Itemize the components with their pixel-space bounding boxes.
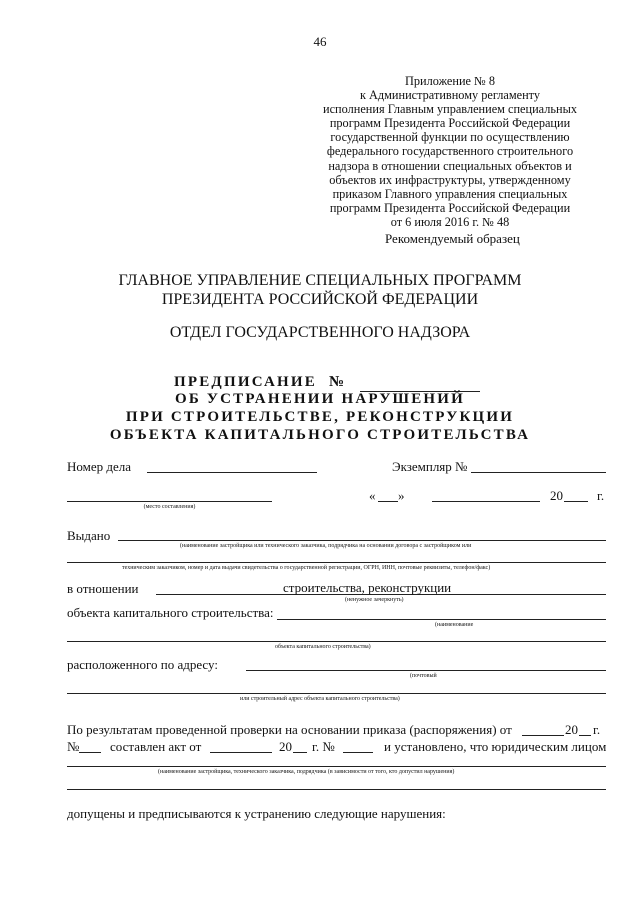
object-field-line2[interactable] [67,641,606,642]
appendix-line: приказом Главного управления специальных [332,186,568,201]
appendix-line: объектов их инфраструктуры, утвержденному [329,172,571,187]
object-label: объекта капитального строительства: [67,605,274,620]
copy-label: Экземпляр № [392,459,468,474]
appendix-block [300,74,600,229]
month-field[interactable] [432,501,540,502]
regarding-value: строительства, реконструкции [283,580,452,595]
quote-close: » [398,488,405,503]
appendix-line: к Административному регламенту [359,88,541,103]
order-date-field[interactable] [522,735,564,736]
entity-field-line2[interactable] [67,789,606,790]
issued-caption2: техническим заказчиком, номер и дата выдачи свидетельства о государственной регистрации, ОГРН, ИНН, почтовые реквизиты, телефон/факс) [122,565,491,571]
object-caption1: (наименование [435,622,474,628]
address-field-line1[interactable] [246,670,606,671]
regarding-caption: (ненужное зачеркнуть) [345,597,404,603]
entity-field[interactable] [67,766,606,767]
title-line2: ОБ УСТРАНЕНИИ НАРУШЕНИЙ [174,391,466,407]
place-field[interactable] [67,501,272,502]
act-number-sign: № [67,739,80,754]
order-year-field[interactable] [579,735,591,736]
issued-field-line2[interactable] [67,562,606,563]
appendix-line: федерального государственного строительного [326,144,574,159]
inspection-text: По результатам проведенной проверки на основании приказа (распоряжения) от [67,722,512,737]
act-tail-text: и установлено, что юридическим лицом [384,739,607,754]
appendix-line: от 6 июля 2016 г. № 48 [390,214,510,229]
place-caption: (место составления) [143,504,196,510]
act-date-field[interactable] [210,752,272,753]
title-line4: ОБЪЕКТА КАПИТАЛЬНОГО СТРОИТЕЛЬСТВА [109,427,531,443]
case-number-field[interactable] [147,472,317,473]
act-number-field[interactable] [79,752,101,753]
act-doc-number-field[interactable] [343,752,373,753]
appendix-line: программ Президента Российской Федерации [329,116,571,131]
appendix-line: Приложение № 8 [404,74,496,88]
appendix-line: программ Президента Российской Федерации [329,200,571,215]
address-field-line2[interactable] [67,693,606,694]
act-mid-text: составлен акт от [110,739,202,754]
year-field[interactable] [564,501,588,502]
inspection-year-prefix: 20 [565,722,578,737]
address-label: расположенного по адресу: [67,657,218,672]
title-word: ПРЕДПИСАНИЕ [174,374,317,390]
address-caption1: (почтовый [410,673,437,679]
org-name-line1: ГЛАВНОЕ УПРАВЛЕНИЕ СПЕЦИАЛЬНЫХ ПРОГРАММ [118,272,522,289]
day-field[interactable] [378,501,398,502]
act-year-field[interactable] [293,752,307,753]
violations-text: допущены и предписываются к устранению следующие нарушения: [67,806,446,821]
year-suffix: г. [597,488,605,503]
issued-caption1: (наименование застройщика или технического заказчика, подрядчика на основании договора с застройщиком или [180,543,472,549]
object-field-line1[interactable] [277,619,606,620]
copy-number-field[interactable] [471,472,606,473]
department-name: ОТДЕЛ ГОСУДАРСТВЕННОГО НАДЗОРА [169,324,471,341]
year-prefix: 20 [550,488,563,503]
inspection-year-suffix: г. [593,722,601,737]
quote-open: « [369,488,376,503]
org-name-line2: ПРЕЗИДЕНТА РОССИЙСКОЙ ФЕДЕРАЦИИ [161,291,479,308]
appendix-line: надзора в отношении специальных объектов и [328,158,572,173]
issued-field-line1[interactable] [118,540,606,541]
object-caption2: объекта капитального строительства) [275,644,371,650]
case-number-label: Номер дела [67,459,132,474]
act-year-prefix: 20 [279,739,292,754]
regarding-label: в отношении [67,581,139,596]
page-number: 46 [313,34,327,49]
act-year-suffix: г. № [312,739,335,754]
issued-label: Выдано [67,528,111,543]
address-caption2: или строительный адрес объекта капитального строительства) [240,696,400,702]
appendix-line: государственной функции по осуществлению [330,130,570,145]
entity-caption: (наименование застройщика, технического заказчика, подрядчика (в зависимости от того, кто допустил нарушения) [158,769,455,775]
title-line3: ПРИ СТРОИТЕЛЬСТВЕ, РЕКОНСТРУКЦИИ [125,409,515,425]
appendix-line: исполнения Главным управлением специальных [323,102,577,117]
sample-note: Рекомендуемый образец [385,231,520,246]
title-number-sign: № [329,374,345,390]
